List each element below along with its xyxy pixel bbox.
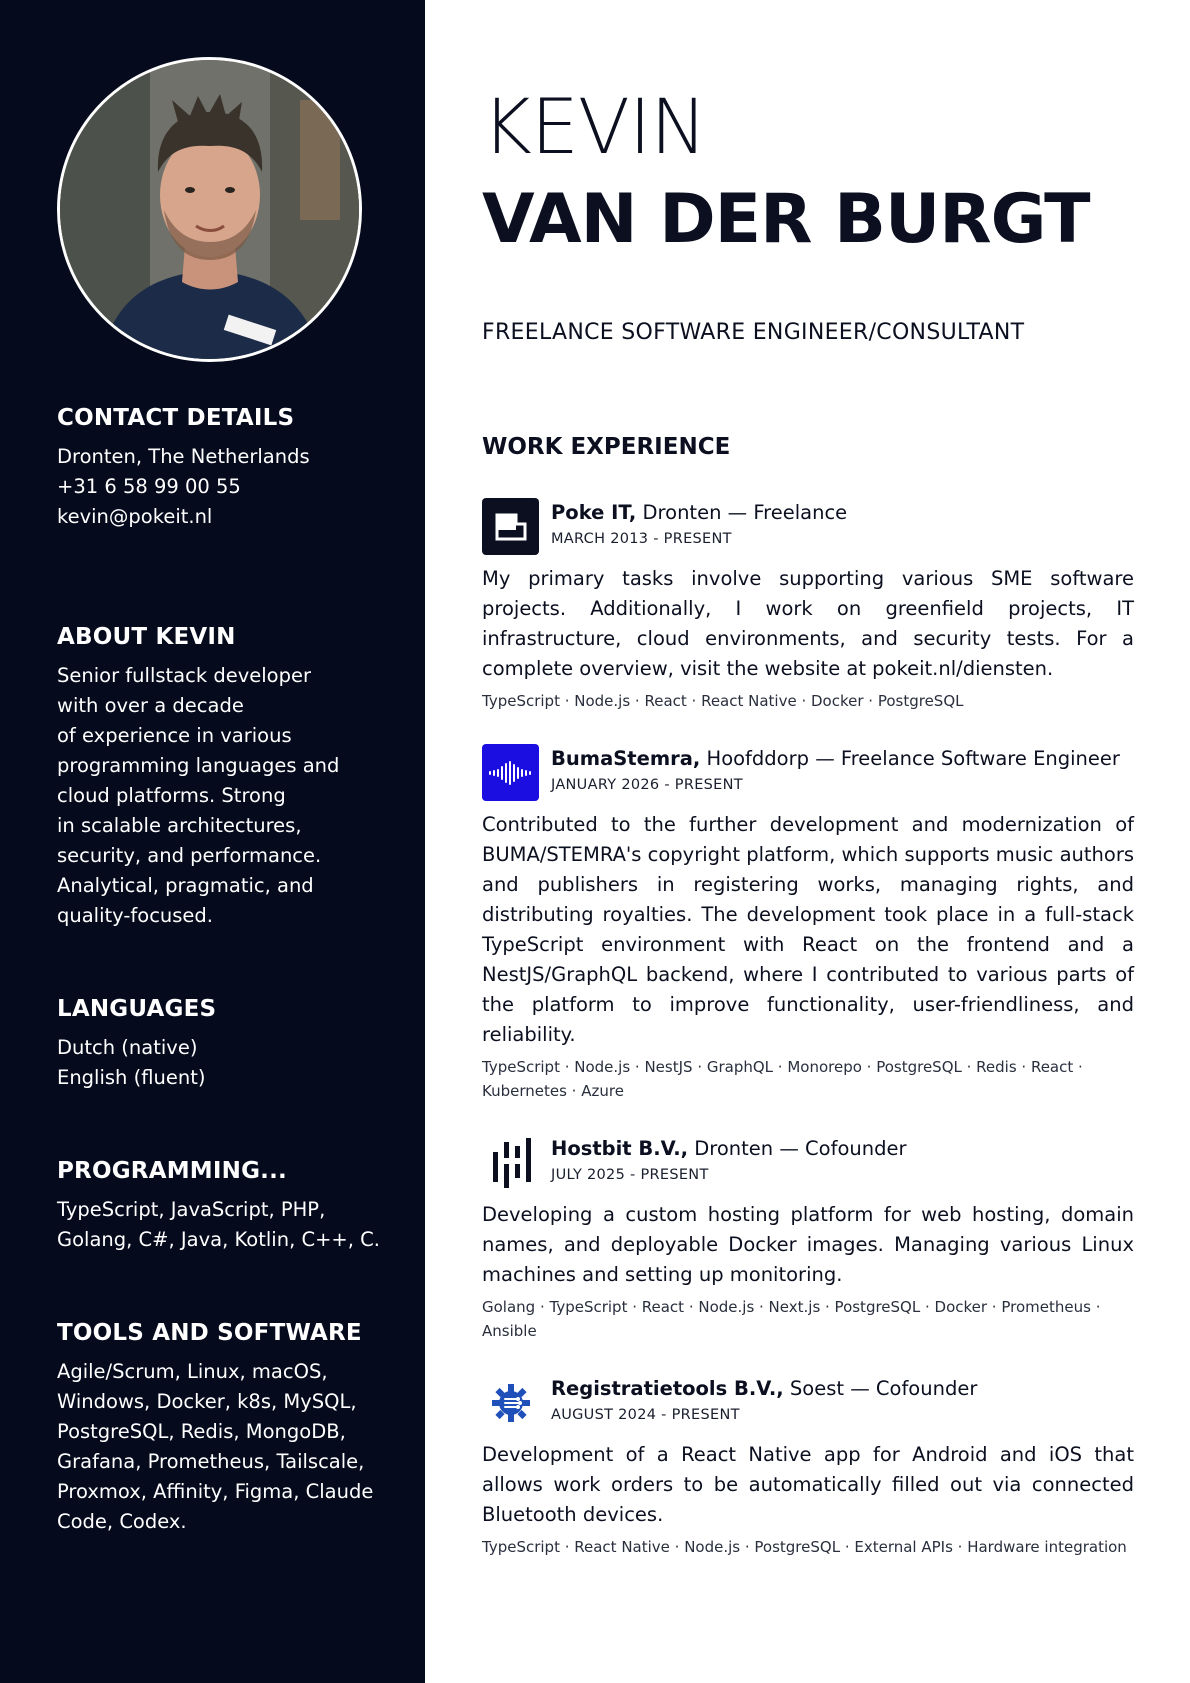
- tools-line: Windows, Docker, k8s, MySQL,: [57, 1390, 357, 1413]
- job-description: Development of a React Native app for Android and iOS that allows work orders to be automatically filled out via connected Bluetooth devices.: [482, 1443, 1134, 1526]
- tools-line: Proxmox, Affinity, Figma, Claude: [57, 1480, 374, 1503]
- job-tags: TypeScript · Node.js · NestJS · GraphQL · Monorepo · PostgreSQL · Redis · React · Kubernetes · Azure: [482, 1058, 1083, 1100]
- work-experience-heading: WORK EXPERIENCE: [482, 434, 731, 460]
- soundwave-logo-icon: [482, 744, 539, 801]
- about-heading: ABOUT KEVIN: [57, 624, 236, 650]
- programming-line: TypeScript, JavaScript, PHP,: [57, 1198, 326, 1221]
- contact-phone[interactable]: +31 6 58 99 00 55: [57, 475, 241, 498]
- tools-heading: TOOLS AND SOFTWARE: [57, 1320, 362, 1346]
- tools-section: [57, 1319, 397, 1537]
- contact-section: [57, 404, 397, 532]
- job-dates: JANUARY 2026 - PRESENT: [551, 777, 743, 793]
- tools-line: Grafana, Prometheus, Tailscale,: [57, 1450, 365, 1473]
- tools-line: Code, Codex.: [57, 1510, 187, 1533]
- company-details: Dronten — Cofounder: [688, 1137, 907, 1160]
- job-tags: TypeScript · React Native · Node.js · PostgreSQL · External APIs · Hardware integration: [482, 1538, 1127, 1556]
- about-line: programming languages and: [57, 754, 340, 777]
- languages-section: [57, 995, 397, 1093]
- hostbit-logo-icon: [482, 1134, 539, 1191]
- company-name: Poke IT,: [551, 501, 637, 524]
- last-name: VAN DER BURGT: [482, 180, 1090, 259]
- contact-location: Dronten, The Netherlands: [57, 445, 310, 468]
- language-item: Dutch (native): [57, 1036, 198, 1059]
- avatar: [57, 57, 362, 362]
- job-description: My primary tasks involve supporting various SME software projects. Additionally, I work on greenfield projects, IT infrastructure, cloud environments, and security tests. For a complete overview, visit the website at pokeit.nl/diensten.: [482, 567, 1134, 680]
- job-entry-registratietools: [482, 1374, 1134, 1559]
- about-line: security, and performance.: [57, 844, 322, 867]
- programming-section: [57, 1157, 397, 1255]
- tools-line: Agile/Scrum, Linux, macOS,: [57, 1360, 328, 1383]
- company-name: BumaStemra,: [551, 747, 701, 770]
- company-details: Soest — Cofounder: [783, 1377, 978, 1400]
- company-name: Registratietools B.V.,: [551, 1377, 784, 1400]
- pokeit-logo-icon: [482, 498, 539, 555]
- tools-line: PostgreSQL, Redis, MongoDB,: [57, 1420, 346, 1443]
- job-tags: Golang · TypeScript · React · Node.js · Next.js · PostgreSQL · Docker · Prometheus · Ansible: [482, 1298, 1101, 1340]
- job-dates: AUGUST 2024 - PRESENT: [551, 1407, 740, 1423]
- languages-heading: LANGUAGES: [57, 996, 217, 1022]
- programming-heading: PROGRAMMING...: [57, 1158, 287, 1184]
- job-tags: TypeScript · Node.js · React · React Native · Docker · PostgreSQL: [482, 692, 964, 710]
- job-title: FREELANCE SOFTWARE ENGINEER/CONSULTANT: [482, 320, 1025, 345]
- job-dates: JULY 2025 - PRESENT: [551, 1167, 709, 1183]
- job-description: Developing a custom hosting platform for web hosting, domain names, and deployable Docker images. Managing various Linux machines and setting up monitoring.: [482, 1203, 1134, 1286]
- job-entry-pokeit: [482, 498, 1134, 713]
- job-entry-hostbit: [482, 1134, 1134, 1343]
- about-line: with over a decade: [57, 694, 244, 717]
- job-dates: MARCH 2013 - PRESENT: [551, 531, 732, 547]
- job-description: Contributed to the further development and modernization of BUMA/STEMRA's copyright platform, which supports music authors and publishers in registering works, managing rights, and distributing royalties. The development took place in a full-stack TypeScript environment with React on the frontend and a NestJS/GraphQL backend, where I contributed to various parts of the platform to improve functionality, user-friendliness, and reliability.: [482, 813, 1134, 1046]
- about-line: quality-focused.: [57, 904, 214, 927]
- job-entry-bumastemra: [482, 744, 1134, 1103]
- profile-photo-icon: [60, 60, 359, 359]
- about-section: [57, 623, 397, 931]
- first-name: KEVIN: [482, 82, 707, 171]
- about-line: in scalable architectures,: [57, 814, 302, 837]
- company-details: Hoofddorp — Freelance Software Engineer: [700, 747, 1120, 770]
- language-item: English (fluent): [57, 1066, 206, 1089]
- contact-heading: CONTACT DETAILS: [57, 405, 295, 431]
- company-name: Hostbit B.V.,: [551, 1137, 689, 1160]
- contact-email[interactable]: kevin@pokeit.nl: [57, 505, 213, 528]
- about-line: Senior fullstack developer: [57, 664, 311, 687]
- about-line: of experience in various: [57, 724, 292, 747]
- sidebar: [0, 0, 425, 1683]
- about-line: Analytical, pragmatic, and: [57, 874, 314, 897]
- gear-logo-icon: [482, 1374, 539, 1431]
- company-details: Dronten — Freelance: [636, 501, 848, 524]
- programming-line: Golang, C#, Java, Kotlin, C++, C.: [57, 1228, 380, 1251]
- about-line: cloud platforms. Strong: [57, 784, 286, 807]
